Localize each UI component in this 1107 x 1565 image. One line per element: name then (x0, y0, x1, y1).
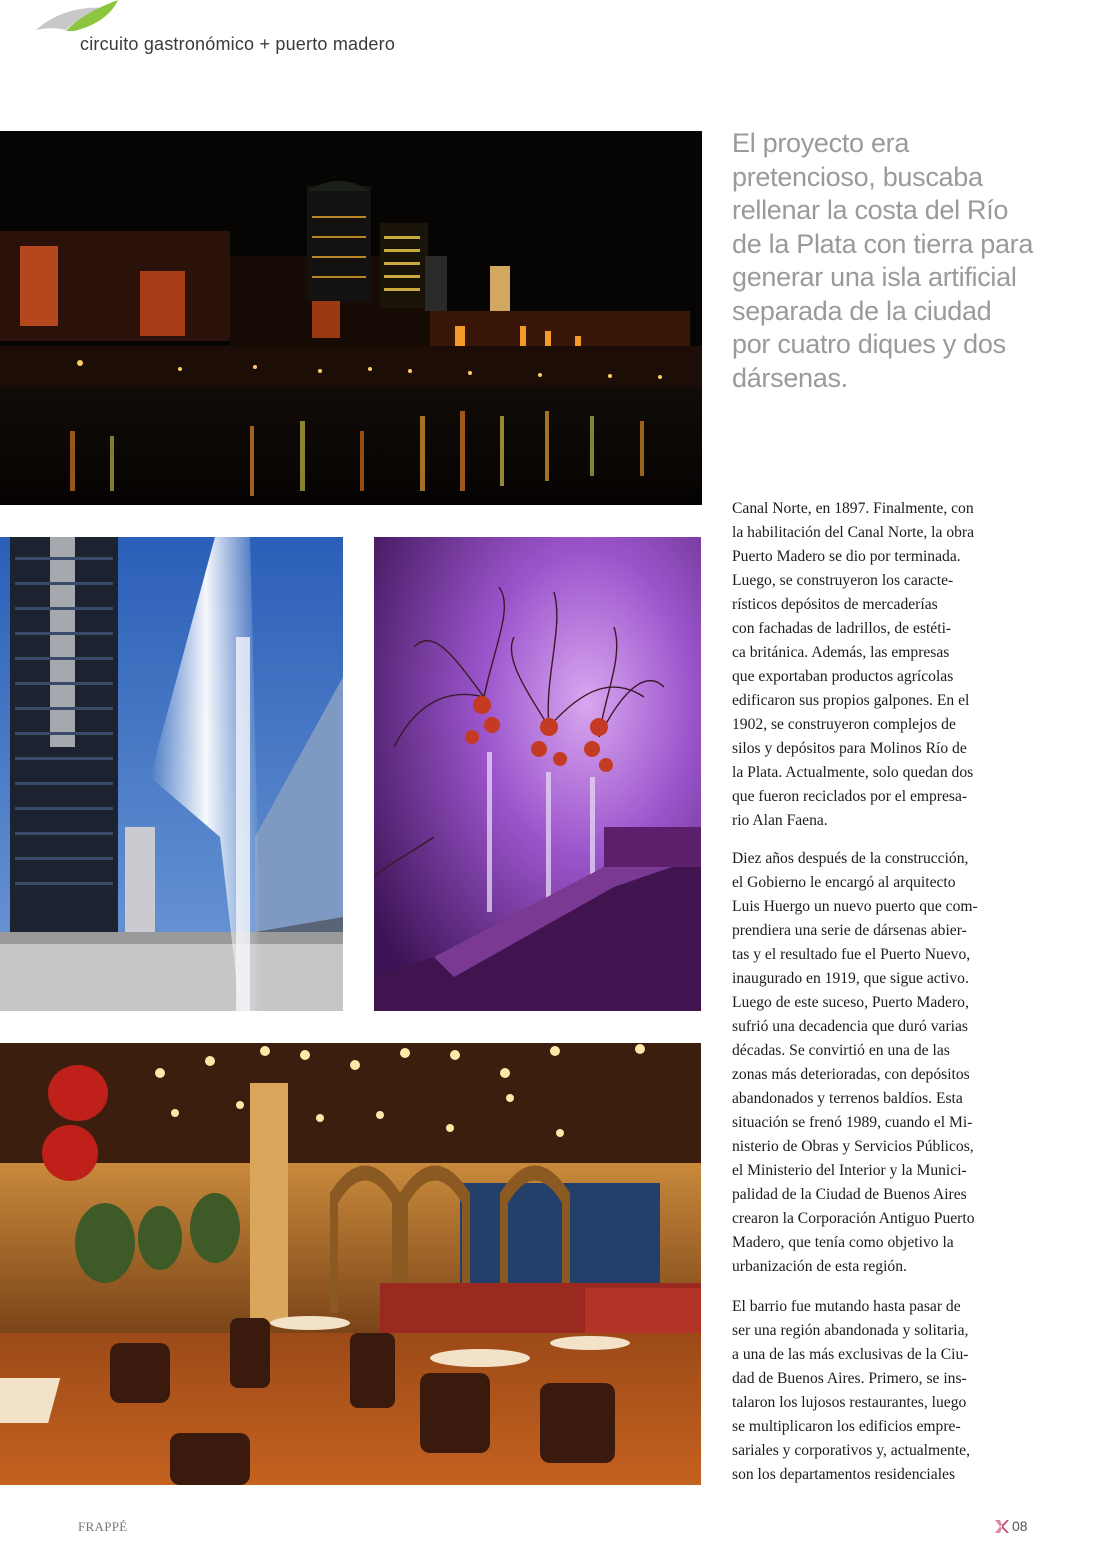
body-line: Madero, que tenía como objetivo la (732, 1234, 954, 1251)
fountain-street-photo (0, 537, 343, 1011)
body-line: ser una región abandonada y solitaria, (732, 1322, 969, 1339)
pull-quote-line: generar una isla artificial (732, 262, 1017, 292)
body-line: palidad de la Ciudad de Buenos Aires (732, 1186, 967, 1203)
body-line: Luis Huergo un nuevo puerto que com- (732, 898, 978, 915)
pull-quote-line: dársenas. (732, 362, 848, 393)
body-line: Canal Norte, en 1897. Finalmente, con (732, 500, 974, 517)
body-line: El barrio fue mutando hasta pasar de (732, 1298, 961, 1315)
body-line: rísticos depósitos de mercaderías (732, 596, 938, 613)
body-line: Luego de este suceso, Puerto Madero, (732, 994, 969, 1011)
purple-vases-photo (374, 537, 701, 1011)
pull-quote-line: rellenar la costa del Río (732, 195, 1009, 225)
body-line: se multiplicaron los edificios empre- (732, 1418, 961, 1435)
body-line: dad de Buenos Aires. Primero, se ins- (732, 1370, 967, 1387)
body-line: inaugurado en 1919, que sigue activo. (732, 970, 969, 987)
body-line: sariales y corporativos y, actualmente, (732, 1442, 971, 1459)
purple-vases-illustration (374, 537, 701, 1011)
section-title: circuito gastronómico + puerto madero (80, 34, 396, 54)
body-line: la Plata. Actualmente, solo quedan dos (732, 764, 974, 781)
body-line: el Ministerio del Interior y la Munici- (732, 1162, 967, 1179)
body-line: que fueron reciclados por el empresa- (732, 788, 968, 805)
restaurant-interior-illustration (0, 1043, 701, 1485)
pull-quote-line: de la Plata con tierra para (732, 228, 1034, 259)
pull-quote (732, 127, 1052, 395)
body-line: ca británica. Además, las empresas (732, 644, 950, 661)
restaurant-interior-photo (0, 1043, 701, 1485)
body-line: edificaron sus propios galpones. En el (732, 692, 970, 709)
body-line: talaron los lujosos restaurantes, luego (732, 1394, 967, 1411)
body-line: situación se frenó 1989, cuando el Mi- (732, 1114, 973, 1131)
body-line: el Gobierno le encargó al arquitecto (732, 874, 956, 891)
body-line: tas y el resultado fue el Puerto Nuevo, (732, 946, 971, 963)
body-line: Puerto Madero se dio por terminada. (732, 548, 961, 565)
body-line: rio Alan Faena. (732, 812, 828, 829)
pull-quote-line: El proyecto era (732, 128, 910, 158)
body-line: silos y depósitos para Molinos Río de (732, 740, 967, 757)
pull-quote-line: separada de la ciudad (732, 295, 992, 326)
body-line: la habilitación del Canal Norte, la obra (732, 524, 975, 541)
body-line: zonas más deterioradas, con depósitos (732, 1066, 970, 1083)
night-waterfront-photo (0, 131, 702, 505)
body-line: Luego, se construyeron los caracte- (732, 572, 954, 589)
body-line: Diez años después de la construcción, (732, 850, 969, 867)
body-paragraph (732, 847, 1032, 1279)
body-line: que exportaban productos agrícolas (732, 668, 954, 685)
body-line: con fachadas de ladrillos, de estéti- (732, 620, 952, 637)
fountain-street-illustration (0, 537, 343, 1011)
body-line: 1902, se construyeron complejos de (732, 716, 956, 733)
body-line: abandonados y terrenos baldíos. Esta (732, 1090, 963, 1107)
body-line: prendiera una serie de dársenas abier- (732, 922, 967, 939)
body-line: son los departamentos residenciales (732, 1466, 956, 1483)
body-line: urbanización de esta región. (732, 1258, 907, 1275)
x-mark-icon (994, 1519, 1009, 1534)
body-line: a una de las más exclusivas de la Ciu- (732, 1346, 969, 1363)
leaf-swoosh-icon (36, 0, 120, 32)
night-waterfront-illustration (0, 131, 702, 505)
body-line: nisterio de Obras y Servicios Públicos, (732, 1138, 974, 1155)
body-line: sufrió una decadencia que duró varias (732, 1018, 968, 1035)
pull-quote-line: por cuatro diques y dos (732, 329, 1006, 359)
body-line: décadas. Se convirtió en una de las (732, 1042, 950, 1059)
body-line: crearon la Corporación Antiguo Puerto (732, 1210, 975, 1227)
footer-brand: FRAPPÉ (78, 1519, 128, 1534)
body-paragraph (732, 497, 1032, 833)
body-paragraph (732, 1295, 1032, 1487)
page-number: 08 (1012, 1518, 1028, 1534)
pull-quote-line: pretencioso, buscaba (732, 161, 983, 192)
